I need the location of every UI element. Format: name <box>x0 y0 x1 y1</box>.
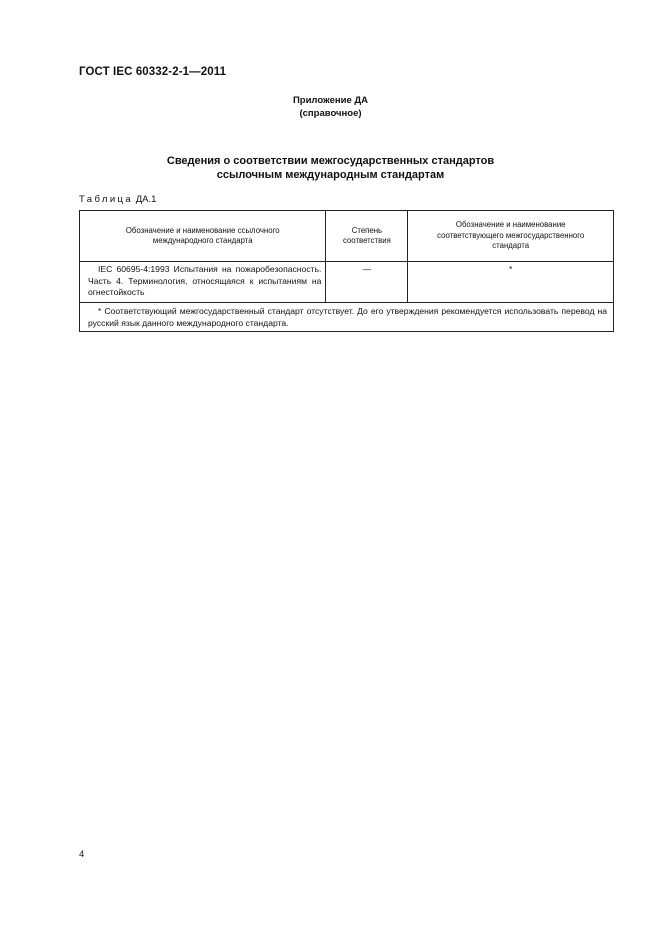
cell-interstate-standard: * <box>408 262 614 303</box>
header-reference-standard <box>80 211 326 262</box>
header-interstate-text: Обозначение и наименование соответствующего межгосударственного стандарта <box>437 220 585 251</box>
header-reference-text: Обозначение и наименование ссылочного международного стандарта <box>125 225 280 245</box>
header-interstate-standard <box>408 211 614 262</box>
header-degree <box>326 211 408 262</box>
document-code: ГОСТ IEC 60332-2-1—2011 <box>79 66 227 78</box>
page-number: 4 <box>79 849 85 860</box>
cell-reference-standard: IEC 60695-4:1993 Испытания на пожаробезопасность. Часть 4. Терминология, относящаяся к испытаниям на огнестойкость <box>80 262 326 303</box>
table-footnote-row <box>80 303 614 332</box>
section-title-line1: Сведения о соответствии межгосударственных стандартов <box>166 155 495 167</box>
correspondence-table <box>79 210 614 332</box>
table-label-id: ДА.1 <box>135 194 157 205</box>
table-footnote: * Соответствующий межгосударственный стандарт отсутствует. До его утверждения рекомендуется использовать перевод на русский язык данного международного стандарта. <box>80 303 614 332</box>
annex-kind: (справочное) <box>299 108 362 119</box>
header-degree-text: Степень соответствия <box>342 225 391 245</box>
section-title-line2: ссылочным международным стандартам <box>216 169 445 181</box>
table-row <box>80 262 614 303</box>
cell-degree: — <box>326 262 408 303</box>
annex-title: Приложение ДА <box>292 95 369 106</box>
table-header-row <box>80 211 614 262</box>
table-label-word: Таблица <box>79 194 134 205</box>
table-label <box>79 194 156 205</box>
